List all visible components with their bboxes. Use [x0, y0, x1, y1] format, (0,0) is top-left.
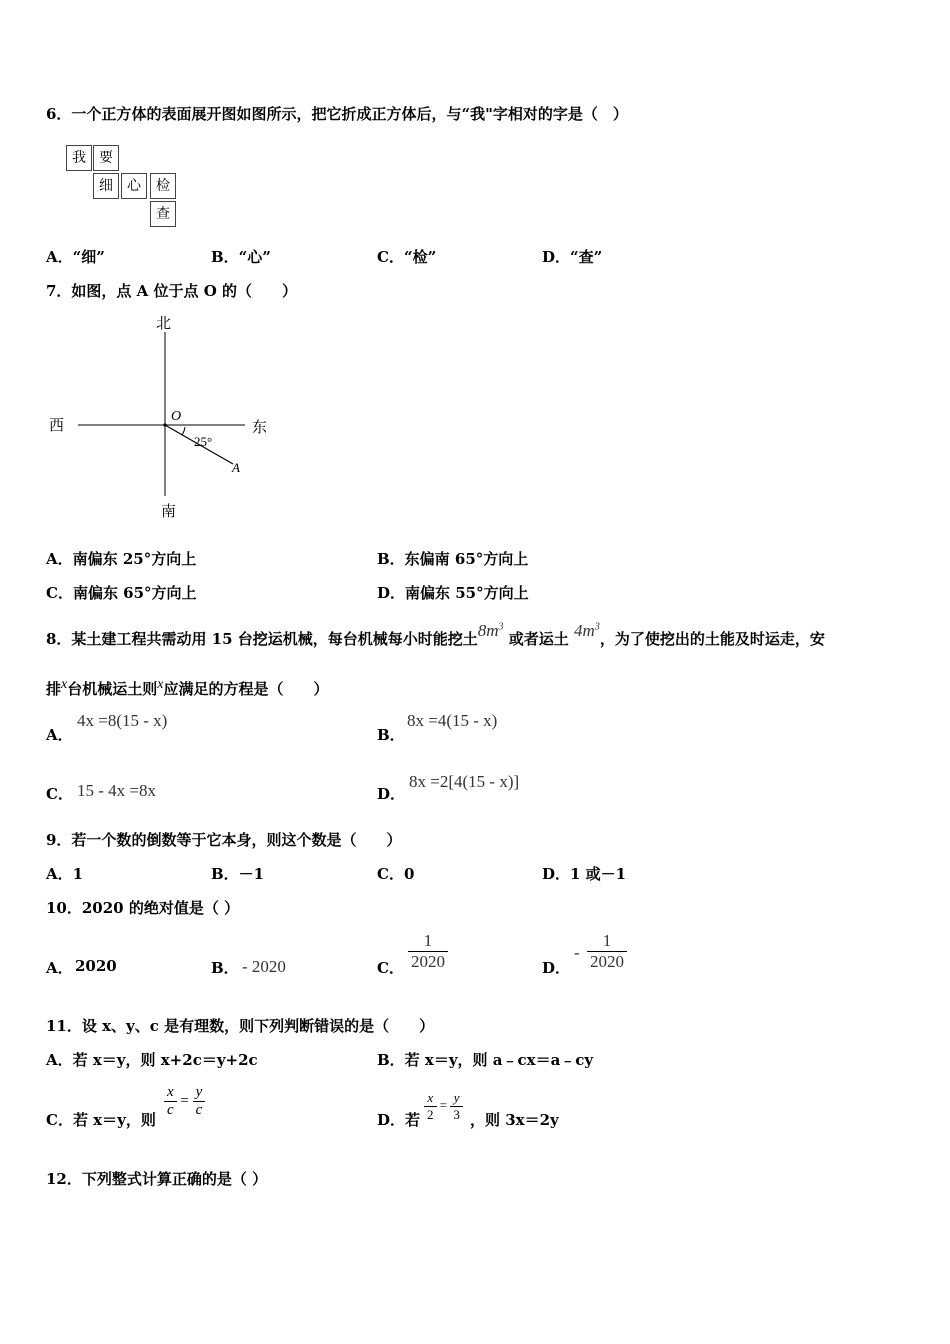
q6-option-c: C．“检” — [377, 248, 437, 266]
angle-arc — [182, 427, 185, 435]
q11-c-equation: $\frac{x}{c}$ = $\frac{y}{c}$ — [164, 1084, 205, 1119]
compass-figure — [40, 310, 290, 525]
q8-label-d: D． — [377, 785, 406, 803]
angle-label: 25° — [194, 434, 213, 449]
origin-point — [163, 423, 166, 426]
q10-label-c: C． — [377, 959, 404, 977]
q11-option-a: A．若 x＝y，则 x+2c＝y+2c — [46, 1051, 258, 1069]
q7-option-c: C．南偏东 65°方向上 — [46, 584, 197, 602]
q8-equation-d: 8x =2[4(15 - x)] — [409, 772, 520, 791]
q8-equation-c: 15 - 4x =8x — [77, 781, 156, 800]
q6-option-a: A．“细” — [46, 248, 105, 266]
q10-label-a: A． — [46, 959, 73, 977]
q11-option-b: B．若 x＝y，则 a﹣cx＝a﹣cy — [377, 1051, 594, 1069]
net-cell: 我 — [66, 145, 92, 171]
q10-label-d: D． — [542, 959, 571, 977]
q8-stem-line2 — [46, 678, 328, 699]
q6-option-b: B．“心” — [211, 248, 271, 266]
q9-option-d: D．1 或－1 — [542, 865, 627, 883]
var-x: x — [157, 677, 164, 692]
east-label: 东 — [252, 418, 268, 436]
q8-stem-part: ，为了使挖出的土能及时运走，安 — [599, 630, 825, 648]
q7-stem: 7．如图，点 A 位于点 O 的（ ） — [46, 282, 298, 300]
q9-option-c: C．0 — [377, 865, 415, 883]
west-label: 西 — [49, 416, 65, 434]
point-a-label: A — [232, 460, 240, 475]
numerator: 1 — [587, 931, 627, 952]
q11-option-c: C．若 x＝y，则 — [46, 1111, 156, 1129]
q10-value-b: - 2020 — [242, 957, 286, 976]
q8-stem-part: 排 — [46, 680, 62, 698]
net-cell: 查 — [150, 201, 176, 227]
q11-d-equation: $\frac{x}{2}$ = $\frac{y}{3}$ — [424, 1090, 463, 1123]
q9-stem: 9．若一个数的倒数等于它本身，则这个数是（ ） — [46, 831, 402, 849]
q8-label-a: A． — [46, 726, 73, 744]
q11-option-d-pre: D．若 — [377, 1111, 421, 1129]
q8-stem-part: 或者运土 — [508, 630, 569, 648]
q9-option-a: A．1 — [46, 865, 84, 883]
q10-fraction-d — [587, 931, 627, 972]
north-label: 北 — [156, 314, 172, 332]
q10-sign-d: - — [574, 943, 580, 962]
q7-option-a: A．南偏东 25°方向上 — [46, 550, 197, 568]
q8-stem-line1 — [46, 621, 825, 649]
net-cell: 检 — [150, 173, 176, 199]
net-cell: 心 — [121, 173, 147, 199]
south-label: 南 — [161, 502, 177, 520]
q8-equation-a: 4x =8(15 - x) — [77, 711, 168, 730]
q8-stem-part: 台机械运土则 — [67, 680, 158, 698]
denominator: 2020 — [590, 952, 624, 971]
q11-stem: 11．设 x、y、c 是有理数，则下列判断错误的是（ ） — [46, 1017, 435, 1035]
q6-option-d: D．“查” — [542, 248, 603, 266]
q6-stem: 6．一个正方体的表面展开图如图所示，把它折成正方体后，与“我"字相对的字是（ ） — [46, 105, 628, 123]
numerator: 1 — [408, 931, 448, 952]
q8-stem-part: 应满足的方程是（ ） — [163, 680, 329, 698]
q8-label-b: B． — [377, 726, 405, 744]
net-cell: 细 — [93, 173, 119, 199]
q8-label-c: C． — [46, 785, 73, 803]
q12-stem: 12．下列整式计算正确的是（ ） — [46, 1170, 268, 1188]
carry-rate: $4m^3$ — [574, 621, 600, 640]
q11-option-d-post: ，则 3x＝2y — [470, 1111, 559, 1129]
q7-option-b: B．东偏南 65°方向上 — [377, 550, 529, 568]
q9-option-b: B．－1 — [211, 865, 265, 883]
dig-rate: $8m^3$ — [477, 621, 504, 640]
q10-fraction-c — [408, 931, 448, 972]
q7-option-d: D．南偏东 55°方向上 — [377, 584, 529, 602]
q10-stem: 10．2020 的绝对值是（ ） — [46, 899, 240, 917]
net-cell: 要 — [93, 145, 119, 171]
q8-equation-b: 8x =4(15 - x) — [407, 711, 498, 730]
q8-stem-part: 8．某土建工程共需动用 15 台挖运机械，每台机械每小时能挖土 — [46, 630, 478, 648]
var-x: x — [61, 677, 68, 692]
denominator: 2020 — [411, 952, 445, 971]
q10-value-a: 2020 — [75, 957, 117, 975]
q10-label-b: B． — [211, 959, 239, 977]
origin-label: O — [171, 409, 182, 424]
